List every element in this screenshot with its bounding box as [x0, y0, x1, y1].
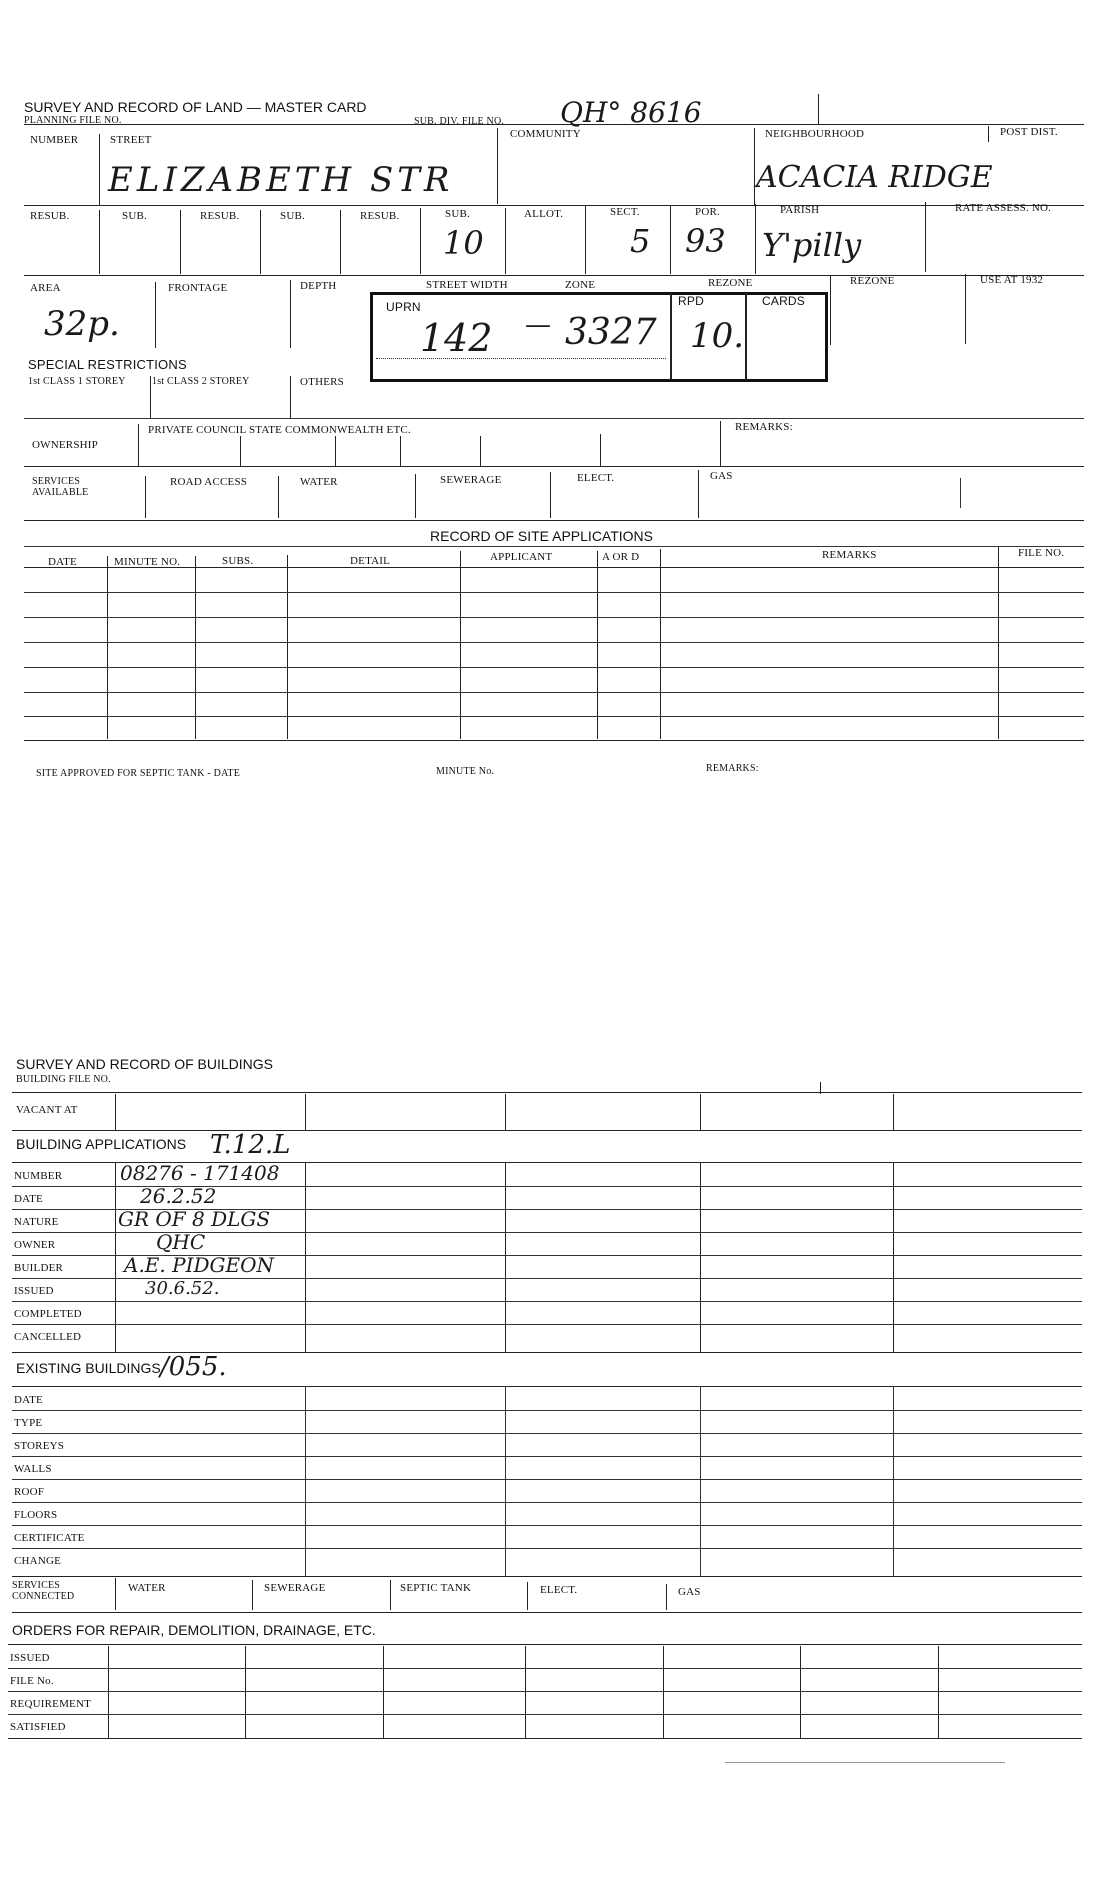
class-1-storey-label: 1st CLASS 1 STOREY	[28, 376, 126, 387]
street-handwritten: ELIZABETH STR	[108, 160, 454, 200]
street-width-label: STREET WIDTH	[426, 279, 508, 291]
por-handwritten: 93	[685, 222, 726, 260]
bldg-water-label: WATER	[128, 1582, 166, 1594]
rpd-label: RPD	[678, 294, 704, 308]
site-col-a-or-d: A OR D	[602, 551, 640, 563]
buildings-card-title: SURVEY AND RECORD OF BUILDINGS	[16, 1056, 273, 1072]
orders-title: ORDERS FOR REPAIR, DEMOLITION, DRAINAGE, ETC.	[12, 1622, 376, 1638]
app-row-issued: ISSUED	[14, 1285, 54, 1297]
ownership-types-label: PRIVATE COUNCIL STATE COMMONWEALTH ETC.	[148, 424, 411, 436]
app-owner-handwritten: QHC	[156, 1230, 206, 1254]
sub-label-2: SUB.	[280, 210, 305, 222]
app-issued-handwritten: 30.6.52.	[145, 1278, 220, 1299]
bldg-sewerage-label: SEWERAGE	[264, 1582, 326, 1594]
community-label: COMMUNITY	[510, 128, 581, 140]
rate-assess-label: RATE ASSESS. NO.	[955, 202, 1052, 214]
existing-row-walls: WALLS	[14, 1463, 52, 1475]
existing-row-storeys: STOREYS	[14, 1440, 65, 1452]
land-sewerage-label: SEWERAGE	[440, 474, 502, 486]
sub-div-file-label: SUB. DIV. FILE NO.	[414, 116, 505, 127]
rezone-label: REZONE	[708, 277, 753, 289]
app-builder-handwritten: A.E. PIDGEON	[124, 1253, 274, 1277]
app-row-completed: COMPLETED	[14, 1308, 82, 1320]
sect-label: SECT.	[610, 206, 640, 218]
land-water-label: WATER	[300, 476, 338, 488]
sub-handwritten: 10	[443, 224, 484, 262]
uprn-handwritten-b: 3327	[565, 312, 657, 353]
file-number-handwritten: QH° 8616	[560, 96, 702, 129]
existing-row-date: DATE	[14, 1394, 43, 1406]
sect-handwritten: 5	[630, 222, 651, 260]
zone-label: ZONE	[565, 279, 596, 291]
orders-row-file: FILE No.	[10, 1675, 54, 1687]
frontage-label: FRONTAGE	[168, 282, 228, 294]
vacant-at-label: VACANT AT	[16, 1104, 78, 1116]
number-label: NUMBER	[30, 134, 79, 146]
app-row-date: DATE	[14, 1193, 43, 1205]
resub-label-2: RESUB.	[200, 210, 240, 222]
app-row-builder: BUILDER	[14, 1262, 64, 1274]
bldg-gas-label: GAS	[678, 1586, 701, 1598]
cards-label: CARDS	[762, 294, 806, 308]
bldg-elect-label: ELECT.	[540, 1584, 578, 1596]
road-access-label: ROAD ACCESS	[170, 476, 248, 488]
planning-file-label: PLANNING FILE NO.	[24, 115, 122, 126]
existing-row-change: CHANGE	[14, 1555, 62, 1567]
uprn-label: UPRN	[386, 300, 421, 314]
building-applications-handwritten: T.12.L	[210, 1130, 291, 1160]
sub-label-3: SUB.	[445, 208, 470, 220]
septic-minute-label: MINUTE No.	[436, 766, 495, 777]
site-applications-title: RECORD OF SITE APPLICATIONS	[430, 528, 654, 544]
services-connected-label: SERVICES CONNECTED	[12, 1580, 75, 1602]
app-date-handwritten: 26.2.52	[140, 1184, 217, 1208]
area-label: AREA	[30, 282, 61, 294]
septic-remarks-label: REMARKS:	[706, 763, 759, 774]
site-col-date: DATE	[48, 556, 77, 568]
app-row-cancelled: CANCELLED	[14, 1331, 82, 1343]
sub-label-1: SUB.	[122, 210, 147, 222]
area-handwritten: 32p.	[44, 304, 120, 344]
class-2-storey-label: 1st CLASS 2 STOREY	[152, 376, 250, 387]
site-col-applicant: APPLICANT	[490, 551, 553, 563]
app-row-owner: OWNER	[14, 1239, 56, 1251]
parish-handwritten: Y'pilly	[762, 226, 862, 264]
site-col-remarks: REMARKS	[822, 549, 877, 561]
building-file-label: BUILDING FILE NO.	[16, 1074, 111, 1085]
site-col-subs: SUBS.	[222, 555, 254, 567]
existing-row-floors: FLOORS	[14, 1509, 58, 1521]
app-row-number: NUMBER	[14, 1170, 63, 1182]
others-label: OTHERS	[300, 376, 344, 388]
existing-row-type: TYPE	[14, 1417, 43, 1429]
neighbourhood-label: NEIGHBOURHOOD	[765, 128, 865, 140]
post-dist-label: POST DIST.	[1000, 126, 1058, 138]
orders-row-satisfied: SATISFIED	[10, 1721, 66, 1733]
app-nature-handwritten: GR OF 8 DLGS	[118, 1207, 271, 1231]
app-row-nature: NATURE	[14, 1216, 59, 1228]
orders-row-issued: ISSUED	[10, 1652, 50, 1664]
existing-row-certificate: CERTIFICATE	[14, 1532, 85, 1544]
land-card-title: SURVEY AND RECORD OF LAND — MASTER CARD	[24, 99, 367, 115]
existing-buildings-title: EXISTING BUILDINGS	[16, 1360, 161, 1376]
site-col-minute: MINUTE NO.	[114, 556, 181, 568]
resub-label-1: RESUB.	[30, 210, 70, 222]
services-available-label: SERVICES AVAILABLE	[32, 476, 89, 498]
neighbourhood-handwritten: ACACIA RIDGE	[756, 160, 993, 195]
special-restrictions-label: SPECIAL RESTRICTIONS	[28, 357, 187, 372]
rpd-handwritten: 10.	[690, 316, 745, 356]
land-gas-label: GAS	[710, 470, 733, 482]
resub-label-3: RESUB.	[360, 210, 400, 222]
land-elect-label: ELECT.	[577, 472, 615, 484]
bldg-septic-tank-label: SEPTIC TANK	[400, 1582, 472, 1594]
rezone-label-2: REZONE	[850, 275, 895, 287]
parish-label: PARISH	[780, 204, 820, 216]
app-number-handwritten: 08276 - 171408	[120, 1161, 280, 1185]
depth-label: DEPTH	[300, 280, 337, 292]
street-label: STREET	[110, 134, 152, 146]
septic-approved-label: SITE APPROVED FOR SEPTIC TANK - DATE	[36, 768, 241, 779]
por-label: POR.	[695, 206, 720, 218]
allot-label: ALLOT.	[524, 208, 564, 220]
site-col-file: FILE NO.	[1018, 547, 1065, 559]
orders-row-requirement: REQUIREMENT	[10, 1698, 92, 1710]
uprn-handwritten-a: 142	[420, 316, 493, 360]
ownership-remarks-label: REMARKS:	[735, 421, 793, 433]
use-at-label: USE AT 1932	[980, 274, 1044, 286]
building-applications-title: BUILDING APPLICATIONS	[16, 1136, 187, 1152]
site-col-detail: DETAIL	[350, 555, 391, 567]
existing-row-roof: ROOF	[14, 1486, 45, 1498]
ownership-label: OWNERSHIP	[32, 439, 98, 451]
existing-buildings-handwritten: /055.	[160, 1352, 227, 1382]
